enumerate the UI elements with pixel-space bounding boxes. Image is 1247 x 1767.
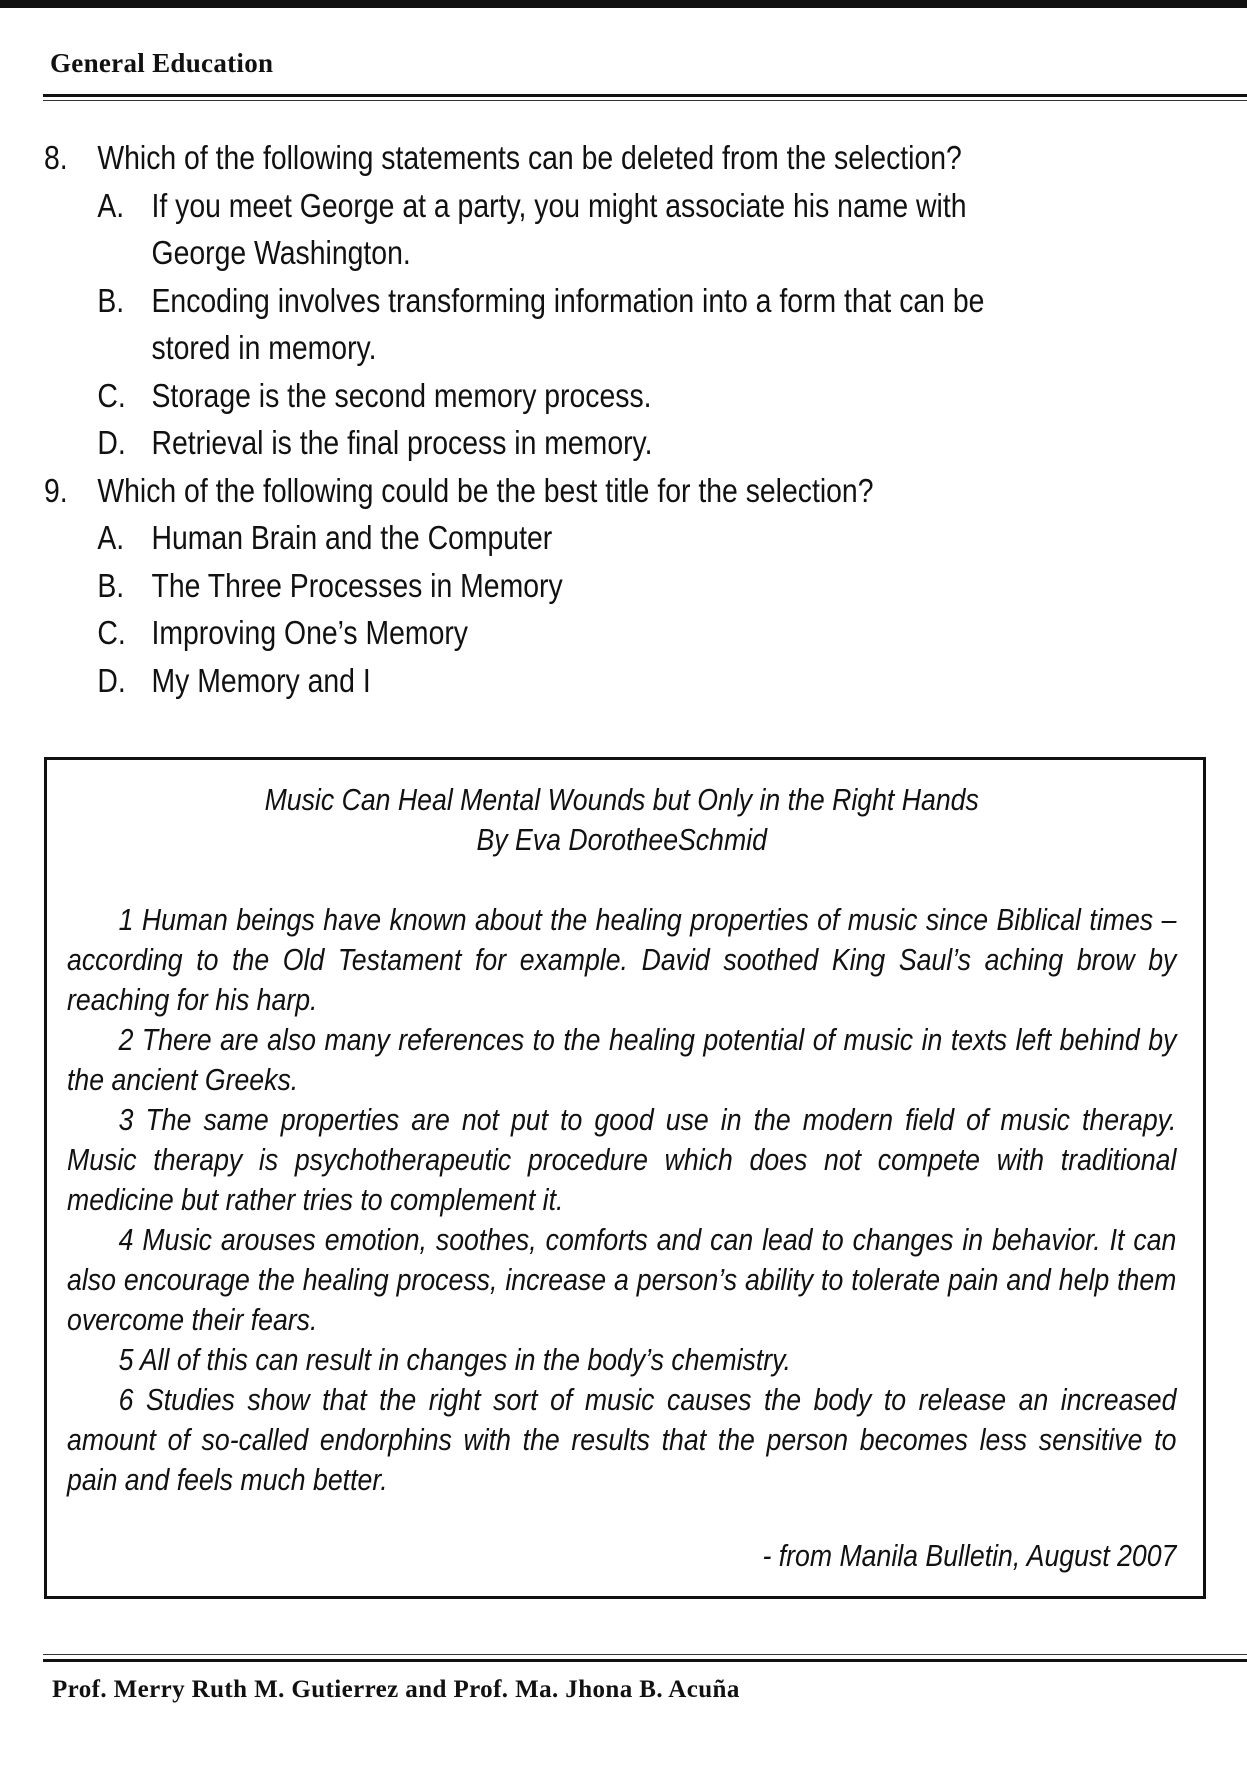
- question-text: Which of the following statements can be deleted from the selection?: [97, 139, 962, 176]
- footer-rule-thin: [43, 1654, 1247, 1655]
- option-letter: D.: [97, 661, 126, 699]
- passage-paragraph: 2 There are also many references to the healing potential of music in texts left behind by the ancient Greeks.: [67, 1022, 1177, 1097]
- question-number: 8.: [44, 139, 68, 176]
- option-text: Retrieval is the final process in memory.: [151, 424, 653, 461]
- top-border-rule: [0, 0, 1247, 8]
- header-rule-thin: [43, 100, 1247, 101]
- option-text: The Three Processes in Memory: [151, 566, 563, 604]
- option-letter: C.: [97, 614, 126, 651]
- option-letter: A.: [97, 186, 125, 224]
- option-letter: B.: [97, 566, 125, 604]
- question-list: [44, 134, 1050, 704]
- passage-title: Music Can Heal Mental Wounds but Only in the Right Hands: [264, 782, 979, 817]
- answer-option: [44, 372, 1050, 420]
- answer-option: [44, 562, 1050, 610]
- footer-authors: Prof. Merry Ruth M. Gutierrez and Prof. Ma. Jhona B. Acuña: [52, 1676, 740, 1703]
- reading-passage-box: [44, 757, 1206, 1599]
- page-header-title: General Education: [50, 48, 274, 78]
- passage-source: - from Manila Bulletin, August 2007: [762, 1538, 1177, 1573]
- passage-paragraph: 1 Human beings have known about the healing properties of music since Biblical times – according to the Old Testament for example. David soothed King Saul’s aching brow by reaching for his harp.: [67, 902, 1177, 1017]
- question-9: [44, 467, 1050, 705]
- option-letter: B.: [97, 281, 125, 319]
- answer-option: [44, 419, 1050, 467]
- option-letter: D.: [97, 424, 126, 461]
- answer-option: [44, 514, 1050, 562]
- passage-paragraph: 4 Music arouses emotion, soothes, comforts and can lead to changes in behavior. It can also encourage the healing process, increase a person’s ability to tolerate pain and help them overcome their fears.: [67, 1222, 1177, 1337]
- passage-author: By Eva DorotheeSchmid: [476, 822, 767, 857]
- option-text: Human Brain and the Computer: [151, 519, 553, 556]
- passage-paragraph: 3 The same properties are not put to good use in the modern field of music therapy. Music therapy is psychotherapeutic procedure which does not compete with traditional medicine but rather tries to complement it.: [67, 1102, 1177, 1217]
- passage-paragraph: 6 Studies show that the right sort of music causes the body to release an increased amount of so-called endorphins with the results that the person becomes less sensitive to pain and feels much better.: [67, 1382, 1177, 1497]
- answer-option: [44, 609, 1050, 657]
- option-letter: C.: [97, 376, 126, 414]
- footer-rule: [43, 1659, 1247, 1662]
- answer-option: [44, 657, 1050, 705]
- option-text: Improving One’s Memory: [151, 614, 468, 651]
- answer-option: [44, 277, 1050, 372]
- option-text: My Memory and I: [151, 661, 371, 699]
- answer-option: [44, 182, 1050, 277]
- header-rule: [43, 94, 1247, 97]
- option-text: Encoding involves transforming information into a form that can be stored in memory.: [151, 281, 985, 366]
- question-text: Which of the following could be the best title for the selection?: [97, 471, 874, 509]
- question-number: 9.: [44, 471, 68, 509]
- option-text: If you meet George at a party, you might associate his name with George Washington.: [151, 186, 967, 271]
- question-8: [44, 134, 1050, 467]
- option-text: Storage is the second memory process.: [151, 376, 652, 414]
- option-letter: A.: [97, 519, 125, 556]
- passage-paragraph: 5 All of this can result in changes in the body’s chemistry.: [118, 1342, 791, 1377]
